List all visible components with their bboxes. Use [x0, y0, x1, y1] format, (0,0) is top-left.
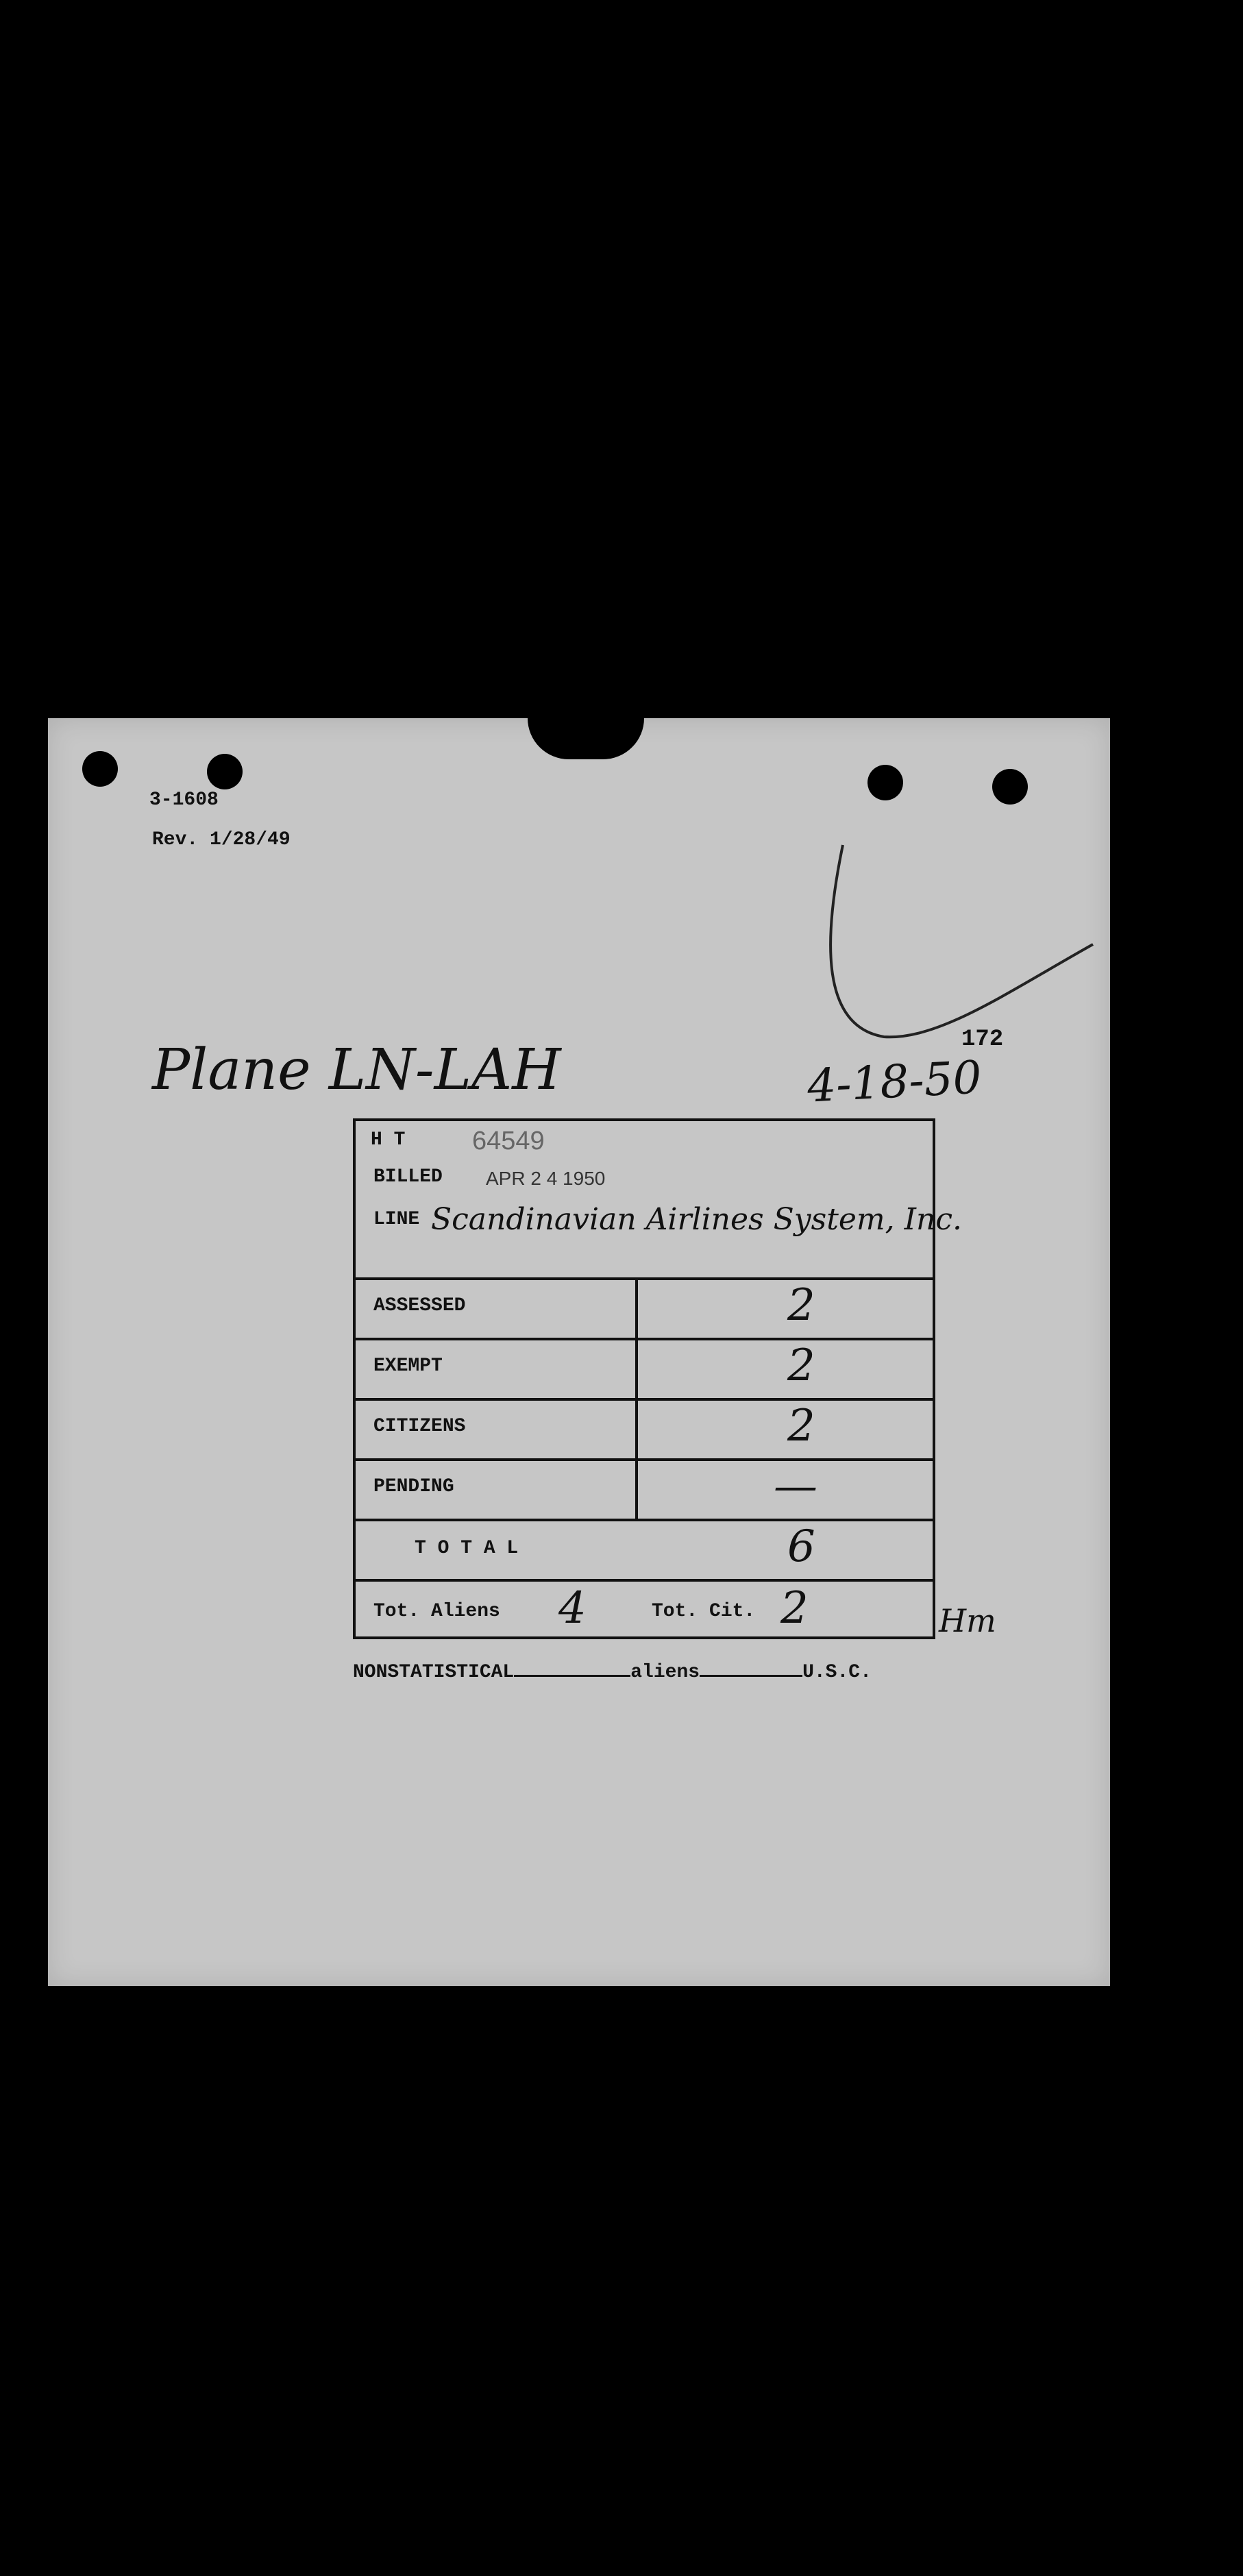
form-number: 3-1608 — [149, 789, 219, 811]
date-handwritten: 4-18-50 — [806, 1051, 983, 1113]
punch-hole — [867, 765, 903, 800]
row-label-pending: PENDING — [373, 1476, 454, 1497]
row-value-exempt: 2 — [787, 1340, 815, 1391]
page-notch — [528, 711, 644, 759]
punch-hole — [992, 769, 1028, 805]
plane-id: Plane LN-LAH — [152, 1038, 561, 1103]
row-value-assessed: 2 — [787, 1280, 815, 1331]
row-value-citizens: 2 — [787, 1401, 815, 1451]
punch-hole — [82, 751, 118, 787]
initials: Hm — [939, 1602, 996, 1639]
line-value: Scandinavian Airlines System, Inc. — [431, 1202, 962, 1237]
page-number: 172 — [961, 1027, 1004, 1053]
line-label: LINE — [373, 1209, 420, 1230]
tot-aliens-value: 4 — [558, 1583, 587, 1634]
punch-hole — [207, 754, 243, 789]
usc-label: U.S.C. — [802, 1662, 872, 1683]
billed-date: APR 2 4 1950 — [486, 1168, 606, 1189]
row-value-pending: — — [774, 1461, 817, 1512]
total-value: 6 — [787, 1521, 815, 1572]
row-label-citizens: CITIZENS — [373, 1416, 466, 1437]
nonstatistical-line — [353, 1658, 872, 1683]
document-page — [48, 718, 1110, 1986]
tot-aliens-label: Tot. Aliens — [373, 1601, 500, 1622]
tot-cit-value: 2 — [780, 1583, 809, 1634]
aliens-label: aliens — [630, 1662, 700, 1683]
manifest-table — [353, 1118, 962, 1639]
aliens-blank — [700, 1658, 802, 1677]
ht-label: H T — [371, 1129, 406, 1151]
row-label-exempt: EXEMPT — [373, 1356, 443, 1377]
check-mark — [781, 842, 1096, 1047]
form-revision: Rev. 1/28/49 — [152, 829, 291, 850]
nonstatistical-blank — [514, 1658, 630, 1677]
billed-label: BILLED — [373, 1166, 443, 1188]
total-label: T O T A L — [415, 1538, 519, 1559]
ht-number: 64549 — [472, 1127, 545, 1155]
row-label-assessed: ASSESSED — [373, 1295, 466, 1316]
nonstatistical-label: NONSTATISTICAL — [353, 1662, 515, 1683]
tot-cit-label: Tot. Cit. — [652, 1601, 756, 1622]
